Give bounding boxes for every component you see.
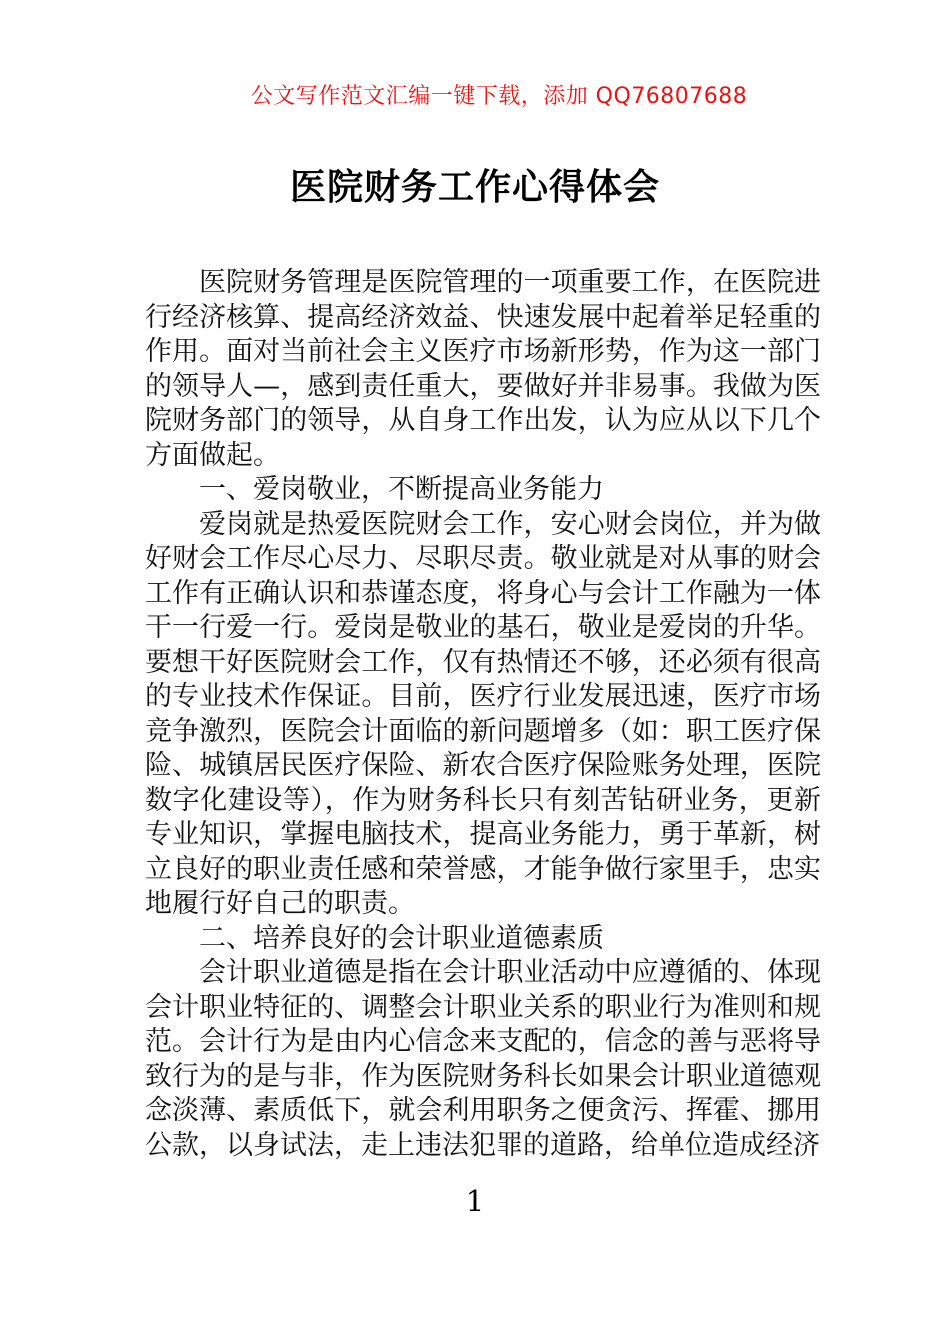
page-number: 1 xyxy=(465,1184,485,1218)
paragraph: 医院财务管理是医院管理的一项重要工作，在医院进行经济核算、提高经济效益、快速发展中起着举足轻重的作用。面对当前社会主义医疗市场新形势，作为这一部门的领导人—，感到责任重大，要做好并非易事。我做为医院财务部门的领导，从自身工作出发，认为应从以下几个方面做起。 xyxy=(145,267,821,471)
section-heading: 二、培养良好的会计职业道德素质 xyxy=(199,922,604,954)
paragraph: 会计职业道德是指在会计职业活动中应遵循的、体现会计职业特征的、调整会计职业关系的职业行为准则和规范。会计行为是由内心信念来支配的，信念的善与恶将导致行为的是与非，作为医院财务科长如果会计职业道德观念淡薄、素质低下，就会利用职务之便贪污、挥霍、挪用公款，以身试法，走上违法犯罪的道路，给单位造成经济 xyxy=(145,957,821,1161)
promo-banner-text: 公文写作范文汇编一键下载，添加 QQ76807688 xyxy=(250,84,748,109)
document-body xyxy=(145,266,821,1163)
section-heading: 一、爱岗敬业，不断提高业务能力 xyxy=(199,474,604,505)
document-title: 医院财务工作心得体会 xyxy=(289,167,660,208)
paragraph: 爱岗就是热爱医院财会工作，安心财会岗位，并为做好财会工作尽心尽力、尽职尽责。敬业就是对从事的财会工作有正确认识和恭谨态度，将身心与会计工作融为一体干一行爱一行。爱岗是敬业的基石，敬业是爱岗的升华。要想干好医院财会工作，仅有热情还不够，还必须有很高的专业技术作保证。目前，医疗行业发展迅速，医疗市场竞争激烈，医院会计面临的新问题增多（如：职工医疗保险、城镇居民医疗保险、新农合医疗保险账务处理，医院数字化建设等），作为财务科长只有刻苦钻研业务，更新专业知识，掌握电脑技术，提高业务能力，勇于革新，树立良好的职业责任感和荣誉感，才能争做行家里手，忠实地履行好自己的职责。 xyxy=(145,508,821,919)
